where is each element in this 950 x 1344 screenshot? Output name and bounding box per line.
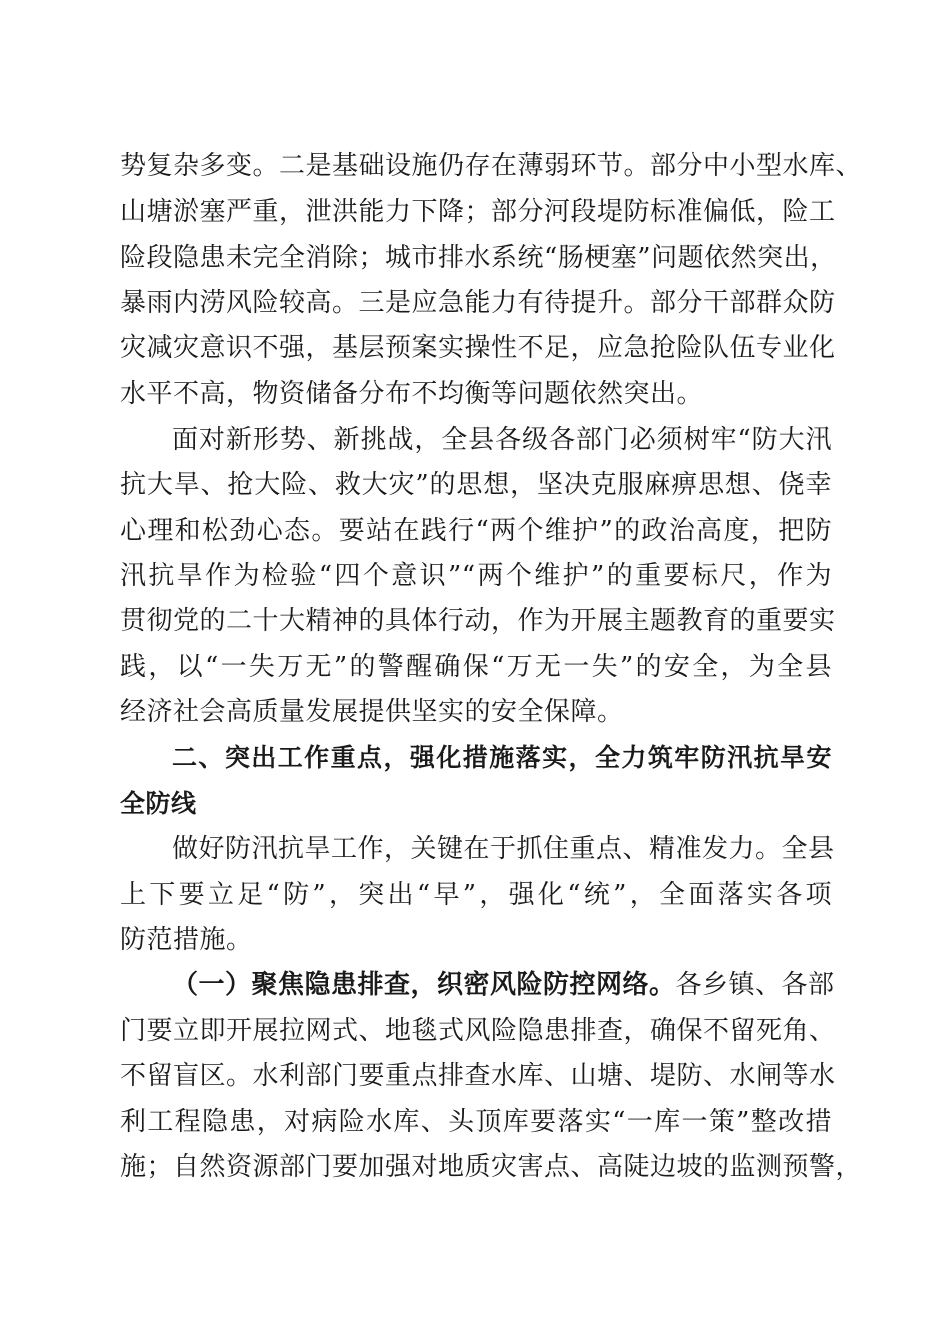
text-line: 灾减灾意识不强，基层预案实操性不足，应急抢险队伍专业化 [120,333,836,363]
text-line: 践，以“一失万无”的警醒确保“万无一失”的安全，为全县 [120,652,832,682]
text-line: 心理和松劲心态。要站在践行“两个维护”的政治高度，把防 [120,516,832,546]
text-line: 经济社会高质量发展提供坚实的安全保障。 [120,697,624,727]
text-line: 不留盲区。水利部门要重点排查水库、山塘、堤防、水闸等水 [120,1061,836,1091]
text-line: 防范措施。 [120,925,253,955]
text-line: 暴雨内涝风险较高。三是应急能力有待提升。部分干部群众防 [120,288,836,318]
text-line: 抗大旱、抢大险、救大灾”的思想，坚决克服麻痹思想、侥幸 [120,470,832,500]
text-line: 利工程隐患，对病险水库、头顶库要落实“一库一策”整改措 [120,1107,832,1137]
text-line: 门要立即开展拉网式、地毯式风险隐患排查，确保不留死角、 [120,1016,836,1046]
text-line: 势复杂多变。二是基础设施仍存在薄弱环节。部分中小型水库、 [120,151,863,181]
paragraph-first-line: 面对新形势、新挑战，全县各级各部门必须树牢“防大汛 [172,425,832,455]
text-line: 汛抗旱作为检验“四个意识”“两个维护”的重要标尺，作为 [120,561,832,591]
subsection-text: 各乡镇、各部 [675,970,835,1000]
text-line: 山塘淤塞严重，泄洪能力下降；部分河段堤防标准偏低，险工 [120,197,836,227]
text-line: 水平不高，物资储备分布不均衡等问题依然突出。 [120,379,704,409]
text-line: 上下要立足“防”，突出“早”，强化“统”，全面落实各项 [120,880,832,910]
section-heading: 二、突出工作重点，强化措施落实，全力筑牢防汛抗旱安 [172,743,832,772]
paragraph-first-line: 做好防汛抗旱工作，关键在于抓住重点、精准发力。全县 [172,834,835,864]
section-heading-continued: 全防线 [120,789,197,818]
text-line: 贯彻党的二十大精神的具体行动，作为开展主题教育的重要实 [120,606,836,636]
text-line: 施；自然资源部门要加强对地质灾害点、高陡边坡的监测预警， [120,1152,863,1182]
subsection-line [172,963,835,1007]
subsection-heading: （一）聚焦隐患排查，织密风险防控网络。 [172,970,676,1000]
text-line: 险段隐患未完全消除；城市排水系统“肠梗塞”问题依然突出， [120,243,837,273]
